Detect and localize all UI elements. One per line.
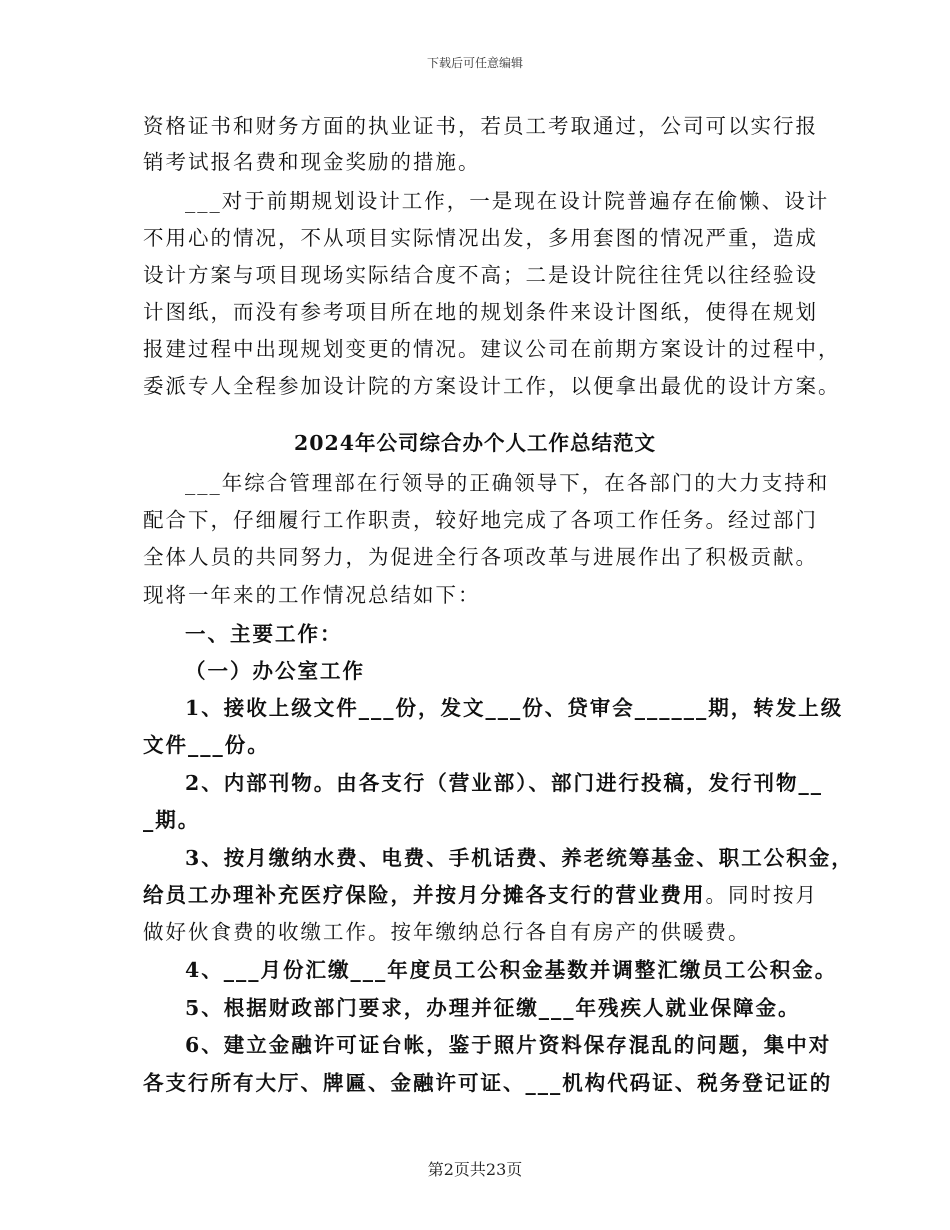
page-header: 下载后可任意编辑	[426, 56, 523, 70]
list-item-continuation: 文件___份。	[143, 733, 270, 757]
paragraph-line: 销考试报名费和现金奖励的措施。	[143, 150, 481, 174]
document-title: 2024年公司综合办个人工作总结范文	[293, 431, 657, 455]
page-footer: 第2页共23页	[427, 1160, 523, 1179]
paragraph-line: 现将一年来的工作情况总结如下：	[143, 583, 481, 607]
paragraph-line: 配合下，仔细履行工作职责，较好地完成了各项工作任务。经过部门	[143, 508, 818, 532]
list-item: 5、根据财政部门要求，办理并征缴___年残疾人就业保障金。	[185, 996, 801, 1020]
list-item: 2、内部刊物。由各支行（营业部）、部门进行投稿，发行刊物__	[185, 771, 824, 795]
list-item: 4、___月份汇缴___年度员工公积金基数并调整汇缴员工公积金。	[185, 958, 838, 982]
paragraph-line: 报建过程中出现规划变更的情况。建议公司在前期方案设计的过程中，	[143, 337, 841, 361]
list-item-continuation: _期。	[143, 808, 201, 832]
paragraph-line: ___对于前期规划设计工作，一是现在设计院普遍存在偷懒、设计	[185, 189, 830, 213]
normal-text: 。同时按月	[705, 883, 818, 907]
paragraph-line: ___年综合管理部在行领导的正确领导下，在各部门的大力支持和	[185, 471, 830, 495]
paragraph-line: 不用心的情况，不从项目实际情况出发，多用套图的情况严重，造成	[143, 226, 818, 250]
subsection-heading: （一）办公室工作	[185, 659, 365, 683]
list-item: 6、建立金融许可证台帐，鉴于照片资料保存混乱的问题，集中对	[185, 1033, 832, 1057]
list-item-continuation: 各支行所有大厅、牌匾、金融许可证、___机构代码证、税务登记证的	[143, 1071, 833, 1095]
paragraph-line: 计图纸，而没有参考项目所在地的规划条件来设计图纸，使得在规划	[143, 300, 818, 324]
list-item-continuation	[143, 881, 818, 909]
paragraph-line: 委派专人全程参加设计院的方案设计工作，以便拿出最优的设计方案。	[143, 374, 841, 398]
list-item: 3、按月缴纳水费、电费、手机话费、养老统筹基金、职工公积金，	[185, 846, 854, 870]
paragraph-line: 全体人员的共同努力，为促进全行各项改革与进展作出了积极贡献。	[143, 545, 818, 569]
paragraph-line: 设计方案与项目现场实际结合度不高；二是设计院往往凭以往经验设	[143, 263, 818, 287]
bold-text: 给员工办理补充医疗保险，并按月分摊各支行的营业费用	[143, 883, 706, 907]
section-heading: 一、主要工作：	[185, 622, 343, 646]
list-item: 1、接收上级文件___份，发文___份、贷审会______期，转发上级	[185, 696, 844, 720]
list-item-continuation: 做好伙食费的收缴工作。按年缴纳总行各自有房产的供暖费。	[143, 920, 751, 944]
paragraph-line: 资格证书和财务方面的执业证书，若员工考取通过，公司可以实行报	[143, 114, 818, 138]
